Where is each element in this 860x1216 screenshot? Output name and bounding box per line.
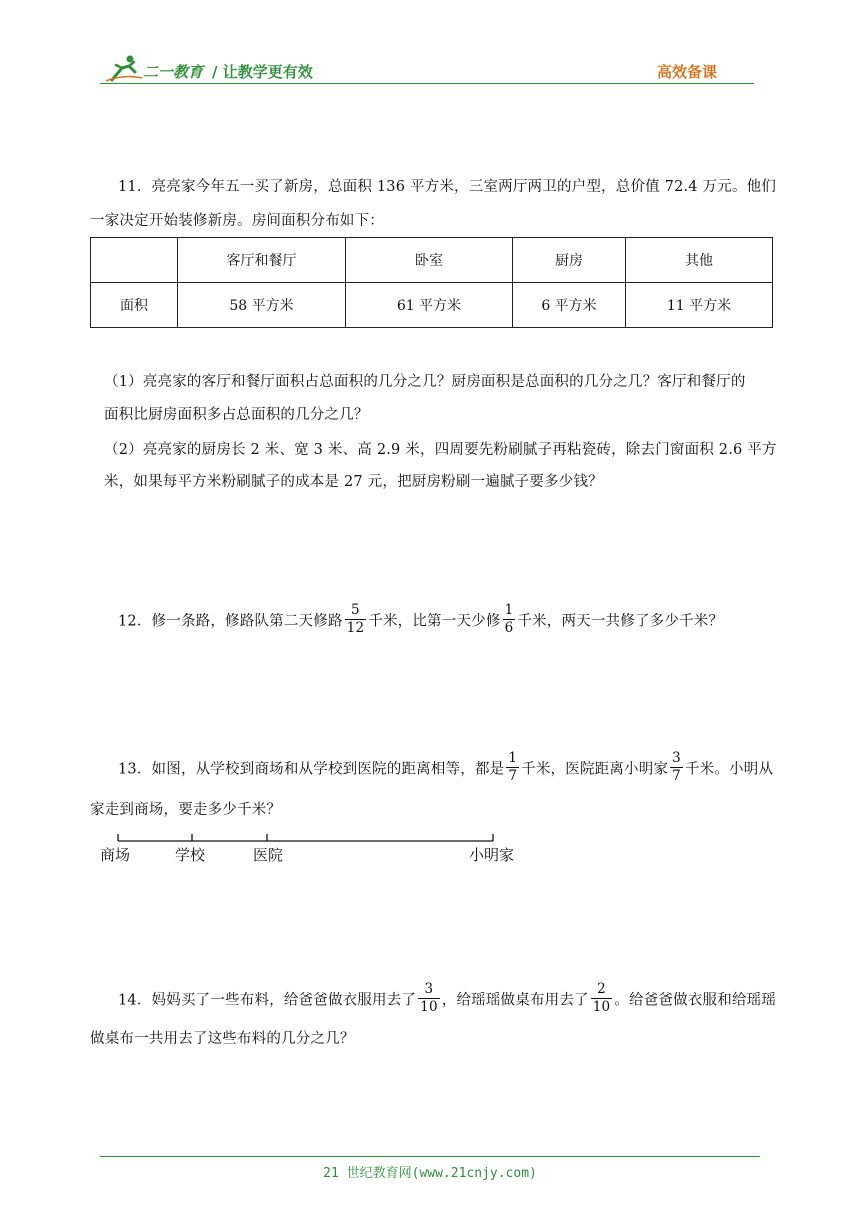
route-diagram xyxy=(100,830,530,870)
q14-text-c: 。给爸爸做衣服和给瑶瑶 xyxy=(614,992,777,1009)
fraction-denominator: 10 xyxy=(592,999,611,1015)
fraction-denominator: 7 xyxy=(672,768,681,784)
table-row-label: 面积 xyxy=(91,283,178,328)
footer-text: 21 世纪教育网(www.21cnjy.com) xyxy=(323,1166,537,1181)
q11-line2: 一家决定开始装修新房。房间面积分布如下： xyxy=(90,213,384,229)
q14-text-a: 14．妈妈买了一些布料，给爸爸做衣服用去了 xyxy=(118,992,417,1009)
q11-part2-line1: （2）亮亮家的厨房长 2 米、宽 3 米、高 2.9 米，四周要先粉刷腻子再粘瓷砖，除去门窗面积 2.6 平方 xyxy=(104,442,777,458)
table-cell: 6 平方米 xyxy=(513,283,626,328)
header-right-label: 高效备课 xyxy=(657,63,718,81)
fraction-numerator: 3 xyxy=(418,981,440,999)
q12-text xyxy=(118,604,723,639)
q13-text-b: 千米，医院距离小明家 xyxy=(521,761,669,778)
label-hospital: 医院 xyxy=(253,846,284,864)
table-header-cell xyxy=(91,238,178,283)
area-table xyxy=(90,237,773,328)
q12-fraction-2 xyxy=(503,602,516,637)
fraction-denominator: 12 xyxy=(346,620,365,636)
label-home: 小明家 xyxy=(469,846,515,864)
q11-line1: 11．亮亮家今年五一买了新房，总面积 136 平方米，三室两厅两卫的户型，总价值 72.4 万元。他们 xyxy=(118,179,777,195)
header-brand: 二一教育 xyxy=(143,63,204,81)
runner-logo-icon xyxy=(104,54,144,82)
q12-text-c: 千米，两天一共修了多少千米？ xyxy=(517,613,724,630)
table-header-cell: 卧室 xyxy=(346,238,513,283)
q13-text-a: 13．如图，从学校到商场和从学校到医院的距离相等，都是 xyxy=(118,761,505,778)
table-row xyxy=(91,283,773,328)
q14-line2: 做桌布一共用去了这些布料的几分之几？ xyxy=(90,1031,355,1047)
label-school: 学校 xyxy=(175,846,206,864)
q12-fraction-1 xyxy=(345,602,367,637)
q14-fraction-1 xyxy=(418,981,440,1016)
table-header-cell: 客厅和餐厅 xyxy=(178,238,346,283)
q11-part1-line2: 面积比厨房面积多占总面积的几分之几？ xyxy=(104,407,369,423)
table-cell: 61 平方米 xyxy=(346,283,513,328)
q14-text-b: ，给瑶瑶做桌布用去了 xyxy=(441,992,589,1009)
q13-line1 xyxy=(118,752,773,787)
fraction-denominator: 7 xyxy=(508,768,518,784)
table-header-row xyxy=(91,238,773,283)
route-line xyxy=(100,830,530,844)
header-divider xyxy=(100,83,754,84)
fraction-numerator: 2 xyxy=(591,981,613,999)
fraction-numerator: 1 xyxy=(508,750,518,766)
fraction-numerator: 1 xyxy=(504,602,514,618)
fraction-numerator: 3 xyxy=(672,750,681,766)
footer-divider xyxy=(100,1156,760,1157)
header-slogan: / 让教学更有效 xyxy=(212,63,313,81)
q13-line2: 家走到商场，要走多少千米？ xyxy=(90,802,282,818)
q12-text-a: 12．修一条路，修路队第二天修路 xyxy=(118,613,343,630)
label-mall: 商场 xyxy=(100,846,131,864)
q14-fraction-2 xyxy=(591,981,613,1016)
table-cell: 11 平方米 xyxy=(626,283,773,328)
table-cell: 58 平方米 xyxy=(178,283,346,328)
q13-text-c: 千米。小明从 xyxy=(684,761,774,778)
fraction-denominator: 6 xyxy=(504,620,514,636)
table-header-cell: 厨房 xyxy=(513,238,626,283)
q13-fraction-1 xyxy=(506,750,519,785)
fraction-denominator: 10 xyxy=(420,999,438,1015)
q11-part1-line1: （1）亮亮家的客厅和餐厅面积占总面积的几分之几？厨房面积是总面积的几分之几？客厅和餐厅的 xyxy=(104,374,746,390)
q13-fraction-2 xyxy=(670,750,683,785)
table-header-cell: 其他 xyxy=(626,238,773,283)
q12-text-b: 千米，比第一天少修 xyxy=(368,613,501,630)
fraction-numerator: 5 xyxy=(345,602,367,620)
q14-line1 xyxy=(118,983,776,1018)
q11-part2-line2: 米，如果每平方米粉刷腻子的成本是 27 元，把厨房粉刷一遍腻子要多少钱？ xyxy=(104,474,603,490)
